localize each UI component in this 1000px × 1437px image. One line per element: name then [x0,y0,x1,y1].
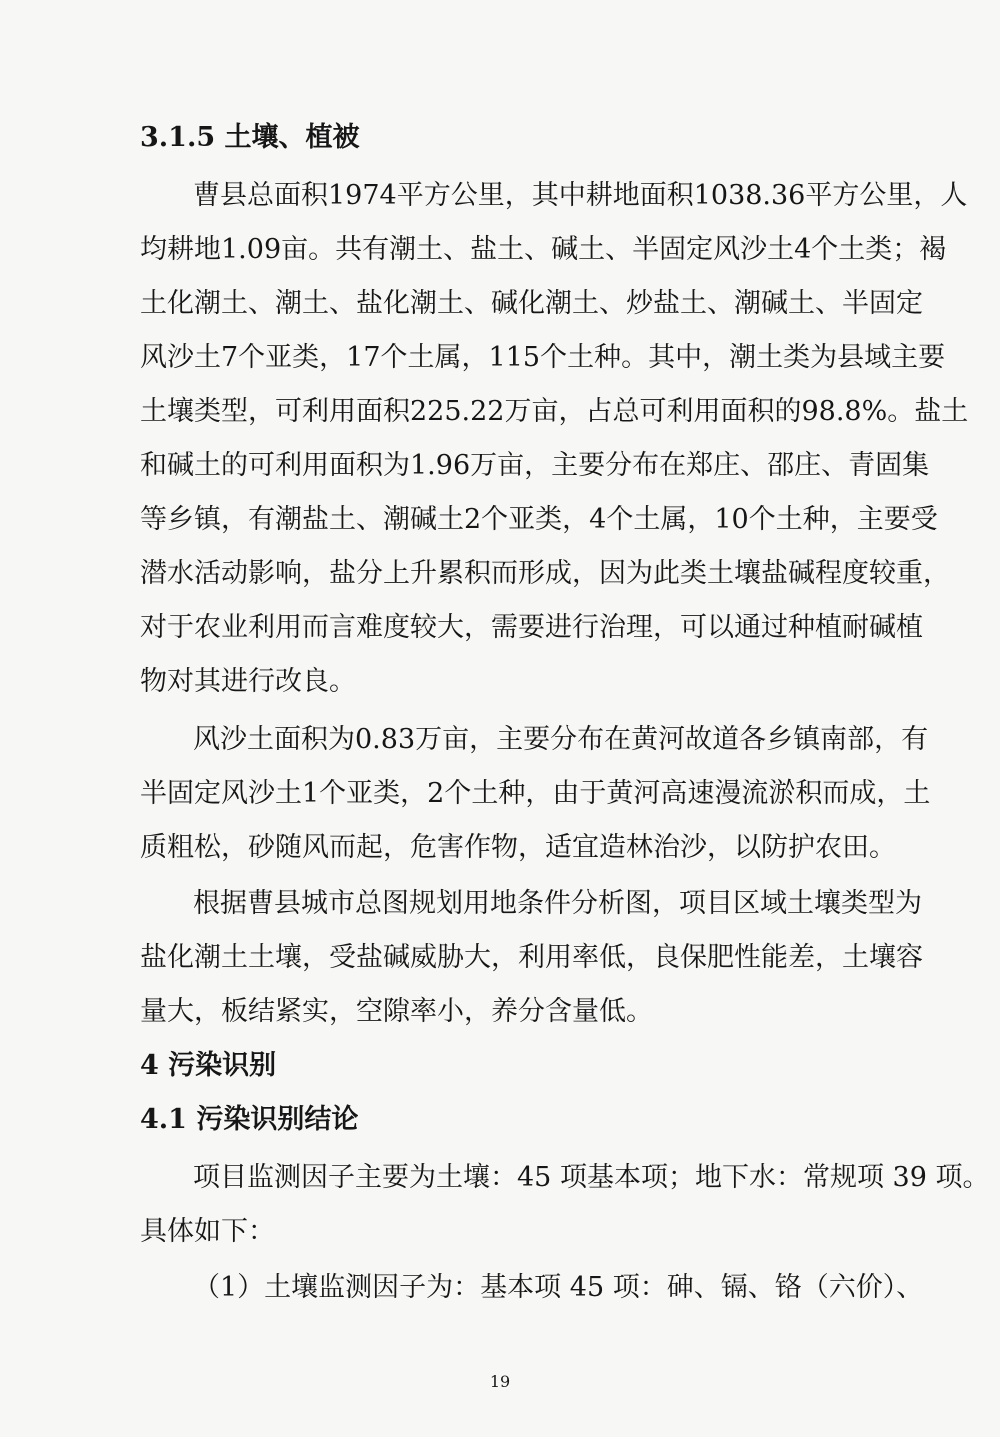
paragraph-line: 风沙土7个亚类，17个土属，115个土种。其中，潮土类为县域主要 [140,342,946,373]
paragraph-line: 均耕地1.09亩。共有潮土、盐土、碱土、半固定风沙土4个土类；褐 [140,234,947,265]
paragraph-line: 和碱土的可利用面积为1.96万亩，主要分布在郑庄、邵庄、青固集 [140,450,930,481]
section-heading-4: 4 污染识别 [140,1050,277,1081]
paragraph-line: 曹县总面积1974平方公里，其中耕地面积1038.36平方公里，人 [193,180,968,211]
paragraph-line: 对于农业利用而言难度较大，需要进行治理，可以通过种植耐碱植 [140,612,923,643]
paragraph-line: 物对其进行改良。 [140,666,356,697]
page-number: 19 [489,1372,511,1391]
paragraph-line: 半固定风沙土1个亚类，2个土种，由于黄河高速漫流淤积而成，土 [140,778,931,809]
paragraph-line: 具体如下： [140,1216,275,1247]
paragraph-line: 质粗松，砂随风而起，危害作物，适宜造林治沙，以防护农田。 [140,832,896,863]
section-heading-3-1-5: 3.1.5 土壤、植被 [140,122,360,153]
list-item-soil-monitoring: （1）土壤监测因子为：基本项 45 项：砷、镉、铬（六价）、 [193,1272,924,1303]
paragraph-line: 盐化潮土土壤，受盐碱威胁大，利用率低，良保肥性能差，土壤容 [140,942,923,973]
section-heading-4-1: 4.1 污染识别结论 [140,1104,359,1135]
paragraph-line: 项目监测因子主要为土壤：45 项基本项；地下水：常规项 39 项。 [193,1162,990,1193]
paragraph-line: 土壤类型，可利用面积225.22万亩，占总可利用面积的98.8%。盐土 [140,396,969,427]
paragraph-line: 量大，板结紧实，空隙率小，养分含量低。 [140,996,653,1027]
paragraph-line: 根据曹县城市总图规划用地条件分析图，项目区域土壤类型为 [193,888,922,919]
paragraph-line: 土化潮土、潮土、盐化潮土、碱化潮土、炒盐土、潮碱土、半固定 [140,288,923,319]
paragraph-line: 等乡镇，有潮盐土、潮碱土2个亚类，4个土属，10个土种，主要受 [140,504,938,535]
paragraph-line: 风沙土面积为0.83万亩，主要分布在黄河故道各乡镇南部，有 [193,724,929,755]
paragraph-line: 潜水活动影响，盐分上升累积而形成，因为此类土壤盐碱程度较重， [140,558,950,589]
